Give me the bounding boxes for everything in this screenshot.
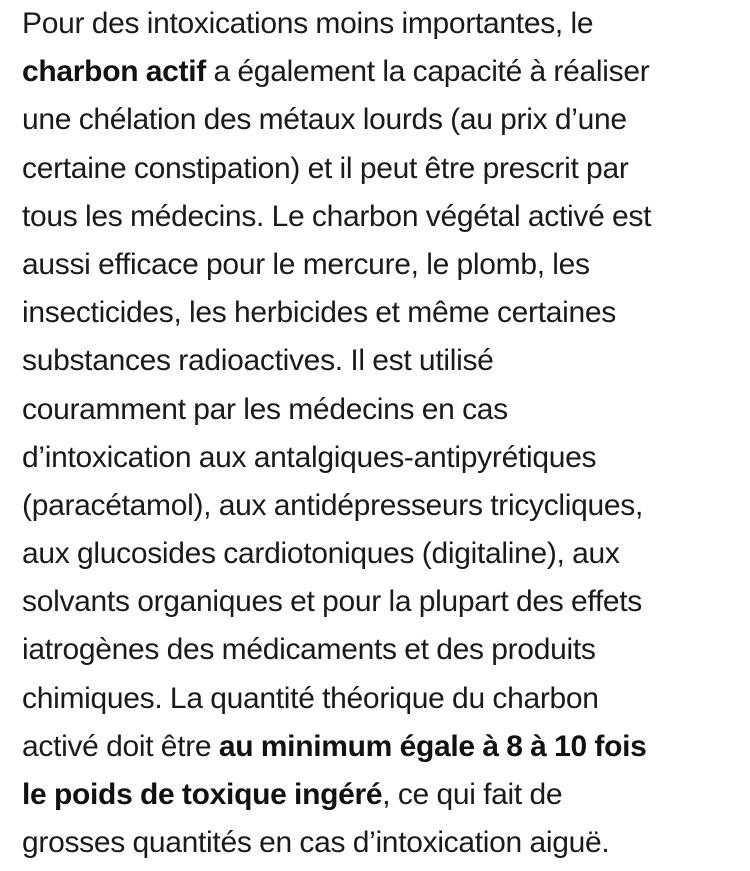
text-line <box>22 771 732 819</box>
text-line <box>22 96 732 144</box>
text-segment: aussi efficace pour le mercure, le plomb, les <box>22 247 590 281</box>
text-segment: substances radioactives. Il est utilisé <box>22 344 494 378</box>
text-line <box>22 482 732 530</box>
text-line <box>22 386 732 434</box>
text-segment: activé doit être <box>22 729 219 763</box>
text-line <box>22 193 732 241</box>
text-segment: chimiques. La quantité théorique du charbon <box>22 681 599 715</box>
text-segment: une chélation des métaux lourds (au prix d’une <box>22 103 627 137</box>
text-line <box>22 675 732 723</box>
article-text <box>22 0 732 867</box>
text-line <box>22 626 732 674</box>
bold-text-segment: le poids de toxique ingéré <box>22 778 383 811</box>
text-line <box>22 434 732 482</box>
bold-text-segment: au minimum égale à 8 à 10 fois <box>218 729 647 763</box>
text-segment: (paracétamol), aux antidépresseurs tricycliques, <box>22 488 644 522</box>
text-line <box>22 289 732 337</box>
text-segment: insecticides, les herbicides et même certaines <box>22 296 616 330</box>
text-segment: iatrogènes des médicaments et des produits <box>22 633 596 667</box>
text-segment: tous les médecins. Le charbon végétal activé est <box>22 199 652 233</box>
text-line <box>22 48 732 96</box>
text-line <box>22 819 732 867</box>
text-segment: couramment par les médecins en cas <box>22 392 508 426</box>
text-line <box>22 723 732 771</box>
bold-text-segment: charbon actif <box>22 55 206 89</box>
text-segment: a également la capacité à réaliser <box>205 55 650 89</box>
text-segment: certaine constipation) et il peut être prescrit par <box>22 151 629 185</box>
text-segment: solvants organiques et pour la plupart des effets <box>22 585 642 619</box>
text-line <box>22 530 732 578</box>
text-segment: grosses quantités en cas d’intoxication aiguë. <box>22 826 610 860</box>
text-line <box>22 145 732 193</box>
text-line <box>22 0 732 48</box>
text-line <box>22 337 732 385</box>
text-segment: d’intoxication aux antalgiques-antipyrétiques <box>22 440 597 474</box>
text-segment: , ce qui fait de <box>382 778 563 811</box>
text-segment: aux glucosides cardiotoniques (digitaline), aux <box>22 537 620 571</box>
text-line <box>22 241 732 289</box>
text-segment: Pour des intoxications moins importantes, le <box>22 7 594 40</box>
text-line <box>22 578 732 626</box>
